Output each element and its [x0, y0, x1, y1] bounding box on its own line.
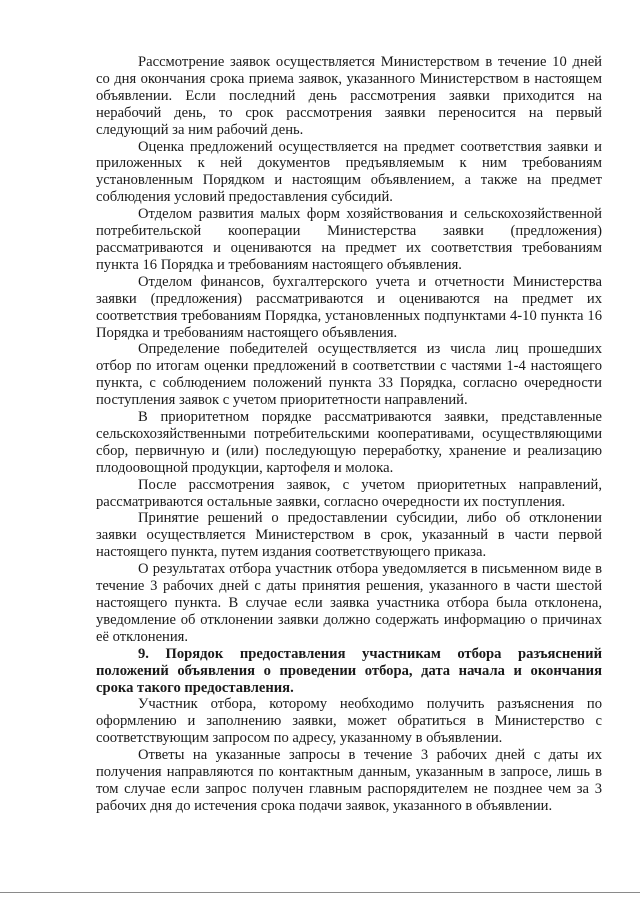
paragraph-review-period: Рассмотрение заявок осуществляется Министерством в течение 10 дней со дня окончания срока приема заявок, указанного Министерством в настоящем объявлении. Если последний день рассмотрения заявки приходится на нерабочий день, то срок рассмотрения заявки переносится на первый следующий за ним рабочий день. [96, 54, 602, 138]
paragraph-finance-dept: Отделом финансов, бухгалтерского учета и отчетности Министерства заявки (предложения) рассматриваются и оцениваются на предмет их соответствия требованиям Порядка, установленных подпунктами 4-10 пункта 16 Порядка и требованиям настоящего объявления. [96, 273, 602, 341]
paragraph-notification: О результатах отбора участник отбора уведомляется в письменном виде в течение 3 рабочих дней с даты принятия решения, указанного в части шестой настоящего пункта. В случае если заявка участника отбора была отклонена, уведомление об отклонении заявки должно содержать информацию о причинах её отклонения. [96, 561, 602, 645]
paragraph-remaining: После рассмотрения заявок, с учетом приоритетных направлений, рассматриваются остальные заявки, согласно очередности их поступления. [96, 476, 602, 510]
paragraph-evaluation: Оценка предложений осуществляется на предмет соответствия заявки и приложенных к ней документов предъявляемым к ним требованиям установленным Порядком и настоящим объявлением, а также на предмет соблюдения условий предоставления субсидий. [96, 138, 602, 206]
paragraph-winners: Определение победителей осуществляется из числа лиц прошедших отбор по итогам оценки предложений в соответствии с частями 1-4 настоящего пункта, с соблюдением положений пункта 33 Порядка, согласно очередности поступления заявок с учетом приоритетности направлений. [96, 341, 602, 409]
section-heading: 9. Порядок предоставления участникам отбора разъяснений положений объявления о проведении отбора, дата начала и окончания срока такого предоставления. [96, 645, 602, 696]
page-bottom-rule [0, 892, 640, 893]
paragraph-decision: Принятие решений о предоставлении субсидии, либо об отклонении заявки осуществляется Министерством в срок, указанный в части первой настоящего пункта, путем издания соответствующего приказа. [96, 510, 602, 561]
paragraph-clarification-request: Участник отбора, которому необходимо получить разъяснения по оформлению и заполнению заявки, может обратиться в Министерство с соответствующим запросом по адресу, указанному в объявлении. [96, 696, 602, 747]
paragraph-priority: В приоритетном порядке рассматриваются заявки, представленные сельскохозяйственными потребительскими кооперативами, осуществляющими сбор, первичную и (или) последующую переработку, хранение и реализацию плодоовощной продукции, картофеля и молока. [96, 409, 602, 476]
paragraph-clarification-response: Ответы на указанные запросы в течение 3 рабочих дней с даты их получения направляются по контактным данным, указанным в запросе, лишь в том случае если запрос получен главным распорядителем не позднее чем за 3 рабочих дня до истечения срока подачи заявок, указанного в объявлении. [96, 747, 602, 814]
paragraph-small-business-dept: Отделом развития малых форм хозяйствования и сельскохозяйственной потребительской кооперации Министерства заявки (предложения) рассматриваются и оцениваются на предмет их соответствия требованиям пункта 16 Порядка и требованиям настоящего объявления. [96, 206, 602, 273]
document-page [96, 54, 602, 815]
